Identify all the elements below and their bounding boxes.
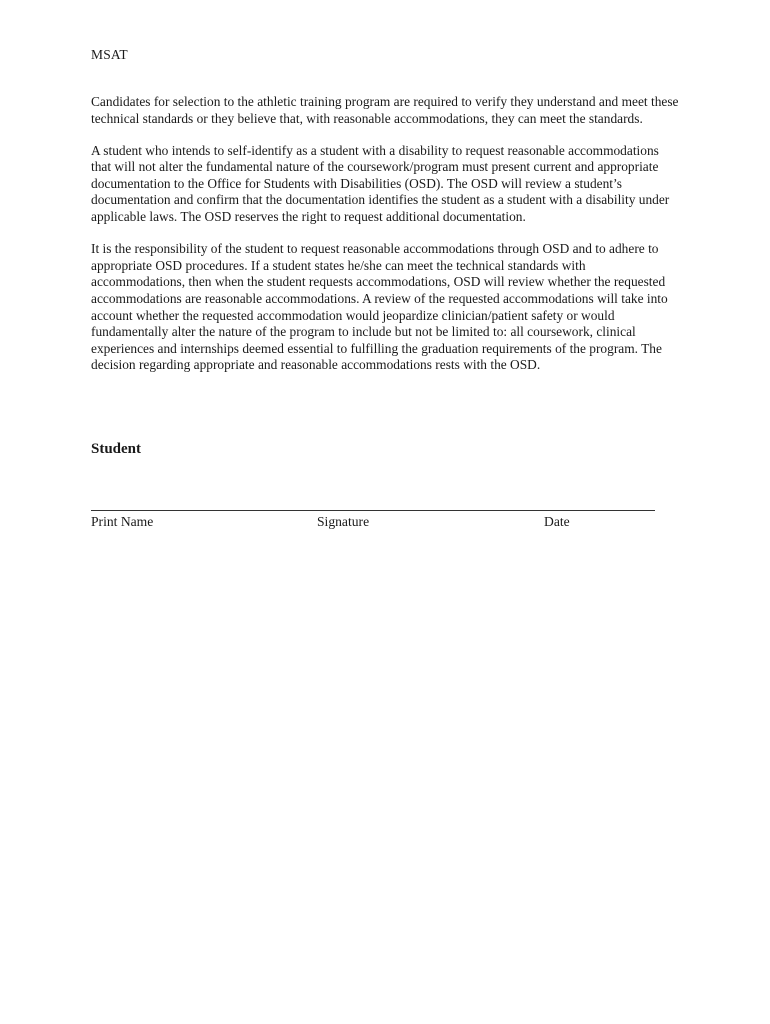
signature-label: Signature bbox=[317, 514, 370, 529]
paragraph-student-responsibility: It is the responsibility of the student to request reasonable accommodations through OSD and to adhere to appropriate OSD procedures. If a student states he/she can meet the technical standards with accommodations, then when the student requests accommodations, OSD will review whether the requested accommodations are reasonable accommodations. A review of the requested accommodations will take into account whether the requested accommodation would jeopardize clinician/patient safety or would fundamentally alter the nature of the program to include but not be limited to: all coursework, clinical experiences and internships deemed essential to fulfilling the graduation requirements of the program. The decision regarding appropriate and reasonable accommodations rests with the OSD. bbox=[91, 241, 668, 373]
signature-line[interactable] bbox=[91, 510, 655, 511]
print-name-label: Print Name bbox=[91, 514, 154, 529]
student-section-title: Student bbox=[91, 441, 142, 457]
date-label: Date bbox=[544, 514, 570, 529]
paragraph-disability-documentation: A student who intends to self-identify as a student with a disability to request reasonable accommodations that will not alter the fundamental nature of the coursework/program must present current and appropriate documentation to the Office for Students with Disabilities (OSD). The OSD will review a student’s documentation and confirm that the documentation identifies the student as a student with a disability under applicable laws. The OSD reserves the right to request additional documentation. bbox=[91, 142, 670, 225]
document-body bbox=[91, 94, 681, 389]
document-header: MSAT bbox=[91, 47, 128, 62]
paragraph-verification: Candidates for selection to the athletic training program are required to verify they understand and meet these technical standards or they believe that, with reasonable accommodations, they can meet the standards. bbox=[91, 94, 679, 126]
